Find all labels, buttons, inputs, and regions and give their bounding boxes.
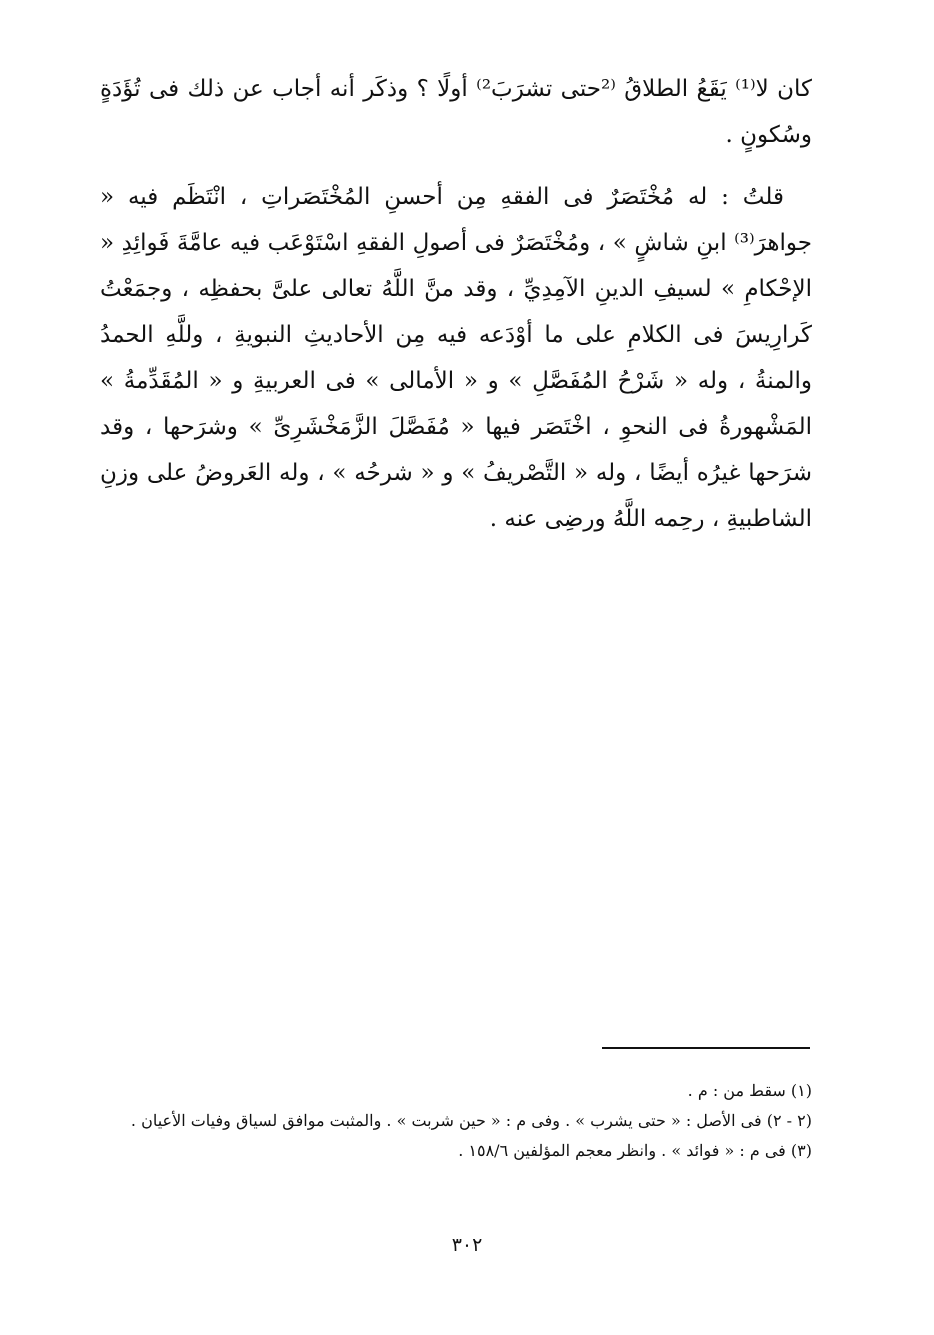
- footnote-separator: [602, 1047, 810, 1049]
- footnotes: [90, 1076, 812, 1166]
- footnote-2: (٢ - ٢) فى الأصل : « حتى يشرب » . وفى م : « حين شربت » . والمثبت موافق لسياق وفيات الأعيان .: [130, 1111, 812, 1130]
- main-text: [100, 66, 812, 542]
- body-paragraph-2: قلتُ : له مُخْتَصَرٌ فى الفقهِ مِن أحسنِ المُخْتَصَراتِ ، انْتَظَم فيه « جواهرَ⁽³⁾ ابنِ شاشٍ » ، ومُخْتَصَرٌ فى أصولِ الفقهِ اسْتَوْعَب فيه عامَّةَ فَوائِدِ « الإحْكامِ » لسيفِ الدينِ الآمِدِيِّ ، وقد منَّ اللَّهُ تعالى علىَّ بحفظِه ، وجمَعْتُ كَرارِيسَ فى الكلامِ على ما أوْدَعه فيه مِن الأحاديثِ النبويةِ ، وللَّهِ الحمدُ والمنةُ ، وله « شَرْحُ المُفَصَّلِ » و « الأمالى » فى العربيةِ و « المُقَدِّمةُ » المَشْهورةُ فى النحوِ ، اخْتَصَر فيها « مُفَصَّلَ الزَّمَخْشَرِىِّ » وشرَحها ، وقد شرَحها غيرُه أيضًا ، وله « التَّصْريفُ » و « شرحُه » ، وله العَروضُ على وزنِ الشاطبيةِ ، رحِمه اللَّهُ ورضِى عنه .: [100, 184, 812, 532]
- footnote-3: (٣) فى م : « فوائد » . وانظر معجم المؤلفين ١٥٨/٦ .: [458, 1141, 812, 1160]
- body-paragraph-1: كان لا⁽¹⁾ يَقَعُ الطلاقُ ⁽²حتى تشرَبَ²⁾ أولًا ؟ وذكَر أنه أجاب عن ذلك فى تُؤَدَةٍ وسُكونٍ .: [100, 76, 813, 148]
- page-number: ٣٠٢: [451, 1234, 483, 1256]
- footnote-1: (١) سقط من : م .: [687, 1081, 812, 1100]
